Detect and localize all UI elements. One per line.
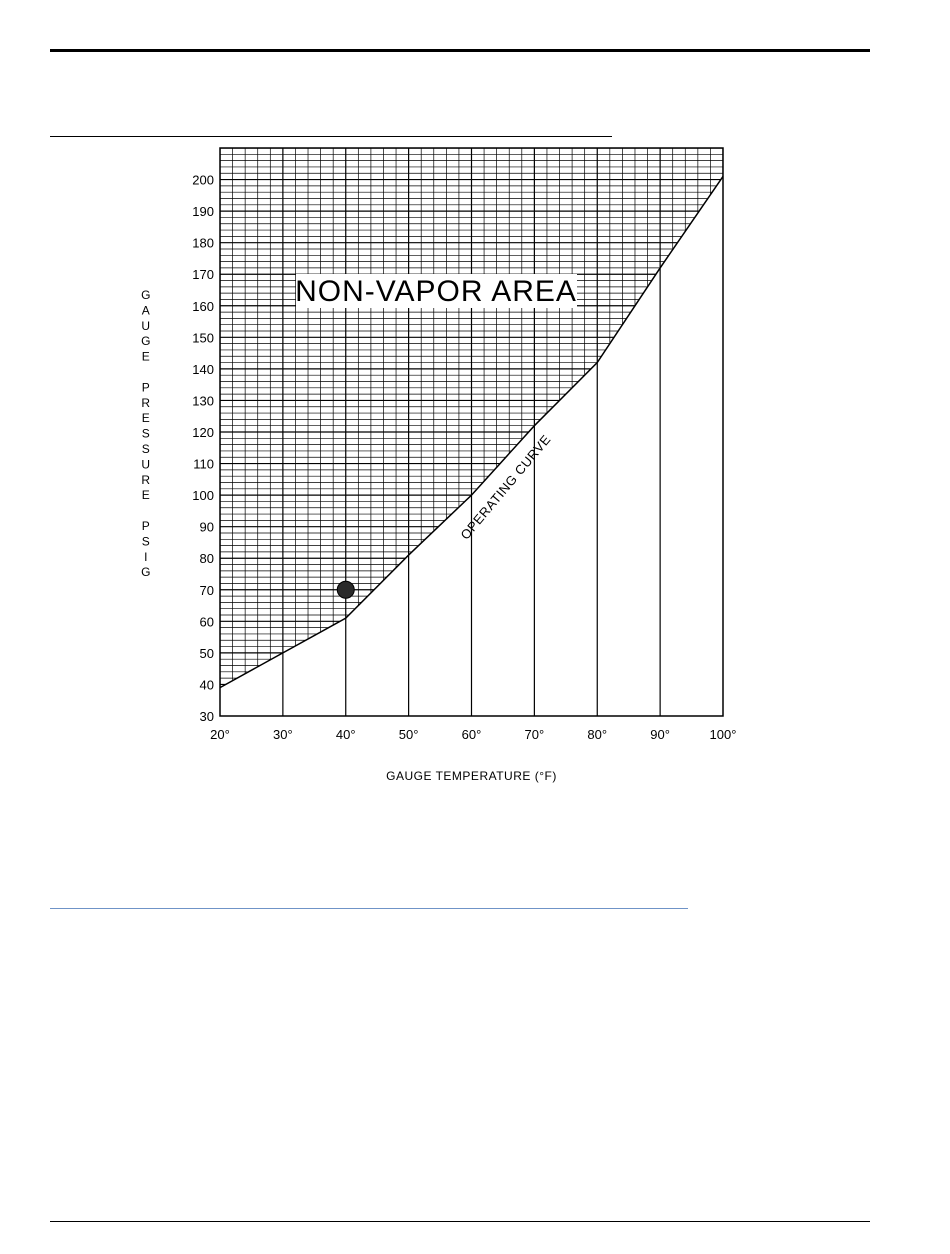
x-tick-label: 80° — [587, 727, 608, 742]
y-axis-label-letter: P — [141, 380, 151, 395]
y-axis-label-letter: R — [141, 395, 151, 410]
y-axis-label-letter: I — [144, 549, 148, 564]
y-axis-label-letter: U — [141, 318, 151, 333]
y-axis-label — [141, 288, 151, 579]
y-axis-label-letter: S — [141, 442, 151, 456]
y-tick-label: 40 — [199, 677, 214, 693]
y-tick-label: 170 — [192, 267, 214, 283]
x-axis-ticks — [210, 727, 736, 742]
y-axis-label-letter: E — [141, 488, 151, 503]
y-tick-label: 100 — [192, 488, 214, 504]
x-axis-label: GAUGE TEMPERATURE (°F) — [386, 769, 557, 783]
x-tick-label: 60° — [461, 727, 482, 742]
y-tick-label: 160 — [192, 298, 214, 314]
x-tick-label: 20° — [210, 727, 230, 742]
x-tick-label: 30° — [273, 727, 293, 742]
operating-curve-label: OPERATING CURVE — [457, 431, 554, 543]
y-tick-label: 150 — [192, 330, 214, 346]
y-tick-label: 90 — [199, 519, 214, 535]
non-vapor-area-label: NON-VAPOR AREA — [295, 275, 577, 308]
y-tick-label: 120 — [192, 425, 214, 440]
y-tick-label: 190 — [192, 204, 214, 220]
x-tick-label: 100° — [709, 727, 737, 742]
y-axis-label-letter: G — [141, 565, 151, 580]
y-axis-label-letter: E — [141, 349, 151, 364]
y-axis-label-letter: A — [141, 303, 151, 318]
y-axis-label-letter: P — [141, 519, 151, 533]
y-tick-label: 180 — [192, 235, 214, 251]
y-axis-ticks — [192, 173, 214, 724]
y-tick-label: 130 — [192, 393, 214, 409]
y-axis-label-letter: G — [141, 288, 151, 302]
y-tick-label: 70 — [199, 582, 214, 598]
y-axis-label-letter: E — [141, 411, 151, 426]
y-tick-label: 30 — [199, 709, 214, 724]
x-tick-label: 50° — [398, 727, 419, 742]
y-axis-label-letter: S — [141, 426, 151, 441]
y-tick-label: 50 — [199, 645, 214, 661]
y-tick-label: 200 — [192, 172, 214, 188]
y-tick-label: 140 — [192, 361, 214, 377]
marked-point — [337, 581, 354, 598]
y-axis-label-letter: U — [141, 457, 151, 472]
x-tick-label: 40° — [335, 727, 356, 742]
y-tick-label: 60 — [199, 614, 214, 630]
y-axis-label-letter: S — [141, 534, 151, 549]
y-axis-label-letter: R — [141, 472, 151, 487]
x-tick-label: 70° — [524, 727, 545, 742]
y-axis-label-letter: G — [141, 334, 151, 349]
x-tick-label: 90° — [650, 727, 670, 742]
y-tick-label: 110 — [193, 456, 214, 472]
y-tick-label: 80 — [199, 551, 214, 567]
